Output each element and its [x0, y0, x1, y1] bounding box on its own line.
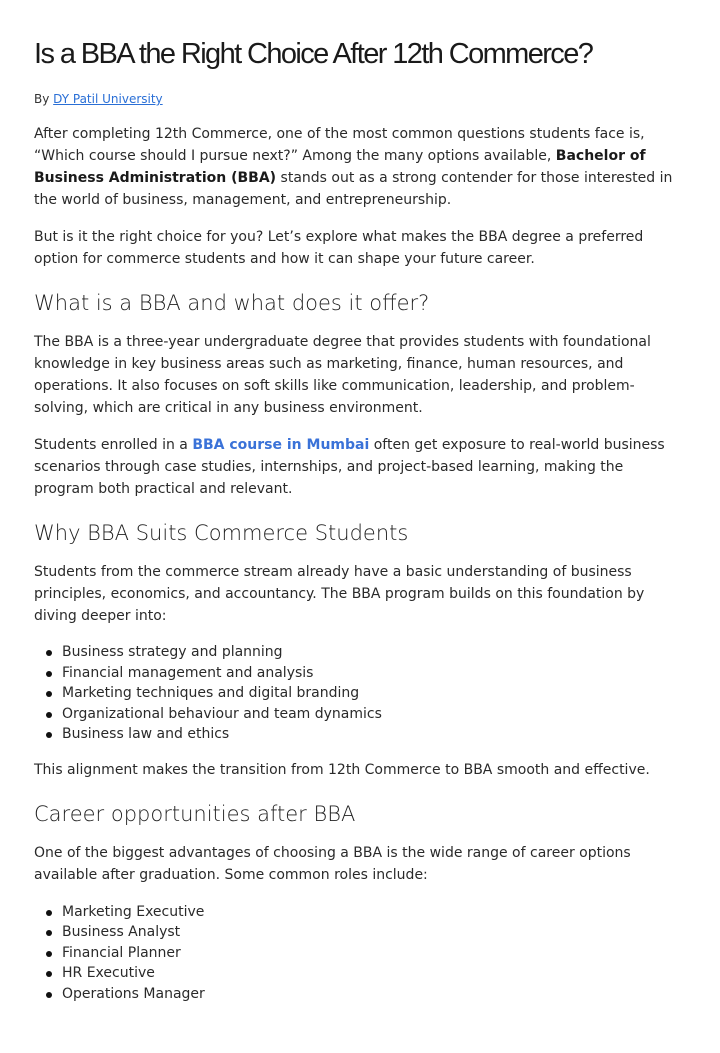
list-item: [62, 922, 686, 943]
bullet-icon: [46, 930, 52, 936]
bullet-icon: [46, 732, 52, 738]
author-link[interactable]: DY Patil University: [53, 92, 163, 106]
bba-course-link[interactable]: BBA course in Mumbai: [192, 437, 370, 453]
list-item-text: Business law and ethics: [62, 726, 230, 742]
byline-prefix: By: [34, 92, 54, 106]
list-item: [62, 943, 686, 964]
intro-text-b: stands out as a strong contender for those interested in the world of business, management, and entrepreneurship.: [34, 170, 673, 208]
list-item-text: Marketing Executive: [62, 903, 205, 920]
list-item: [62, 642, 686, 663]
list-item: [62, 663, 686, 684]
list-item: [62, 683, 686, 704]
section2-paragraph-2: This alignment makes the transition from 12th Commerce to BBA smooth and effective.: [34, 761, 650, 778]
intro-bold-term: Bachelor of Business Administration (BBA): [34, 148, 646, 186]
list-item-text: HR Executive: [62, 965, 155, 981]
bullet-icon: [46, 910, 52, 916]
list-item-text: Marketing techniques and digital branding: [62, 685, 360, 701]
bullet-icon: [46, 650, 52, 656]
list-item: [62, 902, 686, 923]
list-item: [62, 984, 686, 1005]
section-heading-why-bba: Why BBA Suits Commerce Students: [34, 521, 409, 545]
bullet-icon: [46, 951, 52, 957]
section1-text-b: often get exposure to real-world business scenarios through case studies, internships, and project-based learning, making the program both practical and relevant.: [34, 437, 665, 497]
section-heading-careers: Career opportunities after BBA: [34, 801, 356, 826]
topics-list: [34, 642, 686, 745]
intro-paragraph-1: [34, 123, 686, 211]
bullet-icon: [46, 712, 52, 718]
section1-paragraph-2: [34, 434, 686, 500]
byline: [34, 91, 686, 107]
list-item-text: Business Analyst: [62, 924, 181, 940]
list-item: [62, 704, 686, 725]
bullet-icon: [46, 971, 52, 977]
section-heading-what-is-bba: What is a BBA and what does it offer?: [34, 291, 430, 315]
section1-text-a: Students enrolled in a: [34, 437, 193, 453]
section1-paragraph-1: The BBA is a three-year undergraduate degree that provides students with foundational knowledge in key business areas such as marketing, finance, human resources, and operations. It also focuses on soft skills like communication, leadership, and problem-solving, which are critical in any business environment.: [34, 334, 651, 416]
intro-text-a: After completing 12th Commerce, one of the most common questions students face is, “Which course should I pursue next?” Among the many options available,: [34, 126, 645, 164]
bullet-icon: [46, 691, 52, 697]
section3-paragraph-1: One of the biggest advantages of choosing a BBA is the wide range of career options available after graduation. Some common roles include:: [34, 844, 631, 883]
list-item: [62, 724, 686, 745]
list-item: [62, 963, 686, 984]
article-title: Is a BBA the Right Choice After 12th Commerce?: [34, 38, 593, 70]
intro-paragraph-2: But is it the right choice for you? Let’s explore what makes the BBA degree a preferred option for commerce students and how it can shape your future career.: [34, 229, 644, 267]
article: [0, 36, 720, 1004]
list-item-text: Operations Manager: [62, 985, 205, 1002]
careers-list: [34, 902, 686, 1005]
section2-paragraph-1: Students from the commerce stream already have a basic understanding of business principles, economics, and accountancy. The BBA program builds on this foundation by diving deeper into:: [34, 564, 645, 624]
list-item-text: Financial management and analysis: [62, 664, 314, 681]
list-item-text: Business strategy and planning: [62, 644, 283, 660]
bullet-icon: [46, 992, 52, 998]
list-item-text: Financial Planner: [62, 944, 181, 961]
bullet-icon: [46, 671, 52, 677]
list-item-text: Organizational behaviour and team dynamics: [62, 705, 382, 722]
